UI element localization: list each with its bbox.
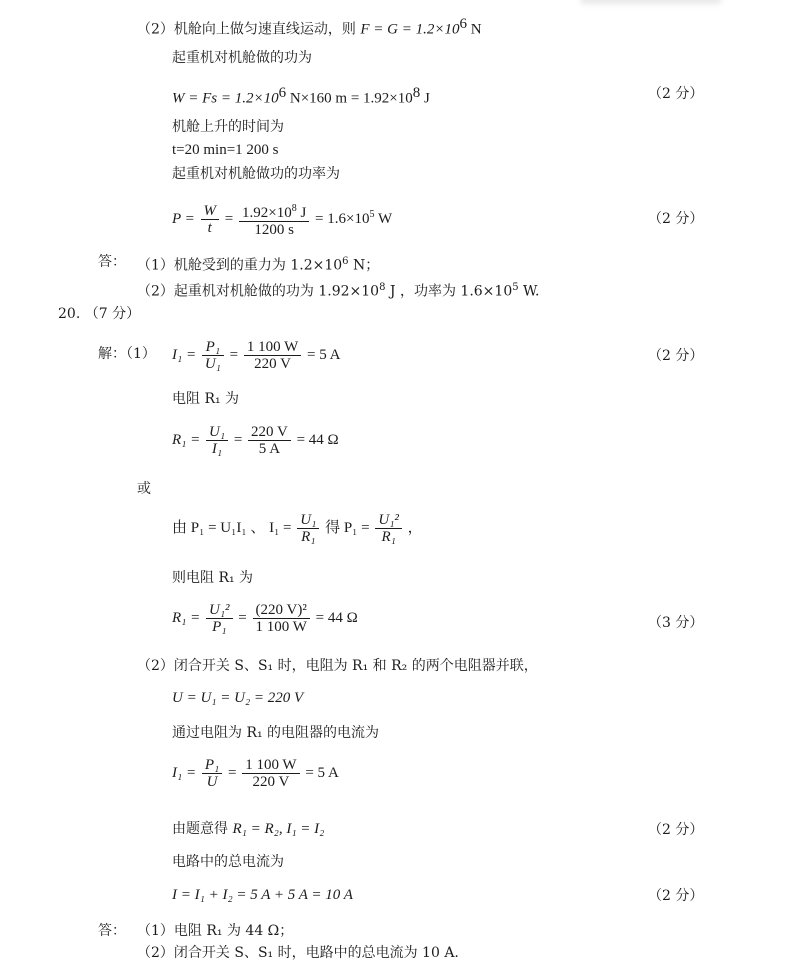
score-mark: （2 分）	[648, 888, 704, 904]
score-mark: （3 分）	[648, 615, 704, 631]
or-label: 或	[137, 481, 151, 497]
current-equation-2: I₁ = $\frac{\text{P₁}}{U}$ = $\frac{1 100 W}{220 V}$ = 5 A	[172, 757, 339, 791]
total-current-heading: 电路中的总电流为	[172, 854, 284, 870]
voltage-equation: U = U₁ = U₂ = 220 V	[172, 690, 304, 706]
current-equation: I₁ = $\frac{\text{P₁}}{\text{U₁}}$ = $\frac{1 100 W}{220 V}$ = 5 A	[172, 339, 341, 373]
answer-line-1: （1）机舱受到的重力为 $1.2\times 10^6$ N；	[137, 256, 380, 274]
condition-line: 由题意得 R₁ = R₂, I₁ = I₂	[172, 821, 325, 837]
time-equation: t=20 min=1 200 s	[172, 142, 279, 158]
score-mark: （2 分）	[648, 211, 704, 227]
answer-line-2: （2）起重机对机舱做的功为 $1.92\times 10^8$ J ，功率为 $1.6\times 10^5$ W.	[137, 282, 540, 300]
resistance-heading: 电阻 R₁ 为	[172, 391, 240, 407]
answer-line-1: （1）电阻 R₁ 为 44 Ω；	[137, 923, 294, 939]
work-heading: 起重机对机舱做的功为	[172, 50, 312, 66]
score-mark: （2 分）	[648, 822, 704, 838]
power-heading: 起重机对机舱做功的功率为	[172, 166, 340, 182]
current-heading: 通过电阻为 R₁ 的电阻器的电流为	[172, 725, 380, 741]
score-mark: （2 分）	[648, 86, 704, 102]
work-equation: $W = Fs = 1.2\times 10^6$ N×160 $m = 1.92\times 10^8$ J	[172, 85, 430, 107]
answer-label: 答：	[98, 923, 126, 939]
total-current-equation: I = I₁ + I₂ = 5 A + 5 A = 10 A	[172, 887, 353, 903]
p19-line-1: （2）机舱向上做匀速直线运动，则 $F = G = 1.2\times 10^6$ N	[137, 16, 482, 38]
scan-bleed	[581, 0, 721, 4]
alternative-derivation: 由 P₁ = U₁I₁ 、 I₁ = $\frac{\text{U₁}}{\text{R₁}}$ 得 P₁ = $\frac{\text{U₁²}}{\text{R₁}}$ ，	[172, 512, 423, 546]
score-mark: （2 分）	[648, 348, 704, 364]
solution-label: 解：（1）	[98, 346, 156, 362]
power-equation: P = $\frac{W}{t}$ = $\frac{1.92\times 10^8 J}{1200 s}$ = $1.6\times 10^5$ W	[172, 203, 393, 239]
resistance-heading-2: 则电阻 R₁ 为	[172, 570, 254, 586]
resistance-equation-2: R₁ = $\frac{\text{U₁²}}{\text{P₁}}$ = $\frac{\text{(220 V)²}}{1 100 W}$ = 44 Ω	[172, 602, 358, 636]
part-2-heading: （2）闭合开关 S、S₁ 时，电阻为 R₁ 和 R₂ 的两个电阻器并联，	[137, 658, 538, 674]
problem-20-heading: 20. （7 分）	[58, 306, 141, 322]
time-heading: 机舱上升的时间为	[172, 119, 284, 135]
answer-line-2: （2）闭合开关 S、S₁ 时，电路中的总电流为 10 A.	[137, 945, 459, 961]
resistance-equation: R₁ = $\frac{\text{U₁}}{\text{I₁}}$ = $\frac{220 V}{5 A}$ = 44 Ω	[172, 424, 339, 458]
answer-label: 答：	[98, 254, 126, 270]
